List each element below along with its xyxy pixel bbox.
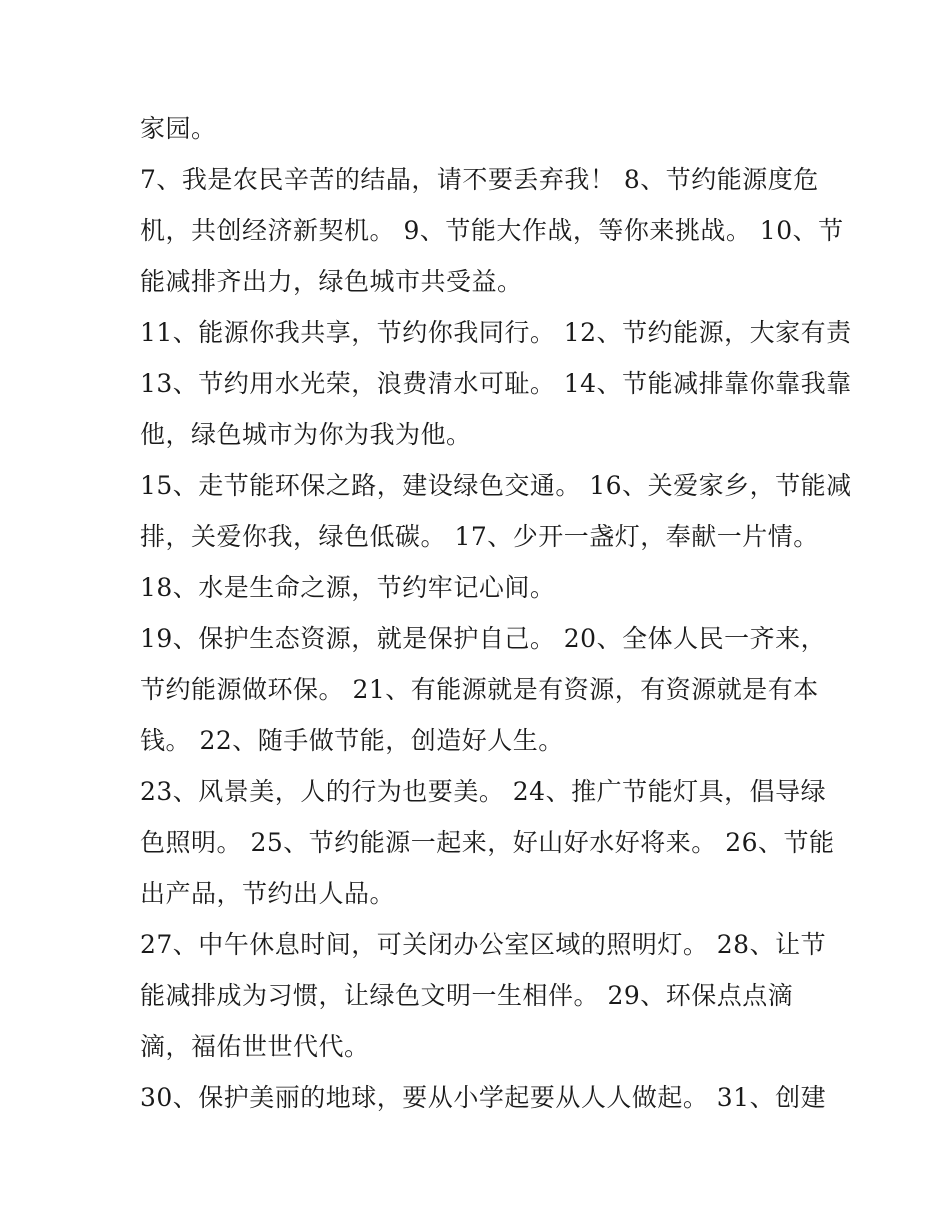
text-line: 23、风景美，人的行为也要美。 24、推广节能灯具，倡导绿: [140, 777, 827, 806]
text-line: 能减排齐出力，绿色城市共受益。: [140, 267, 523, 296]
text-line: 11、能源你我共享，节约你我同行。 12、节约能源，大家有责: [140, 318, 852, 347]
text-line: 能减排成为习惯，让绿色文明一生相伴。 29、环保点点滴: [140, 981, 794, 1010]
text-line: 节约能源做环保。 21、有能源就是有资源，有资源就是有本: [140, 675, 819, 704]
text-line: 滴，福佑世世代代。: [140, 1032, 370, 1061]
text-line: 13、节约用水光荣，浪费清水可耻。 14、节能减排靠你靠我靠: [140, 369, 852, 398]
text-line: 30、保护美丽的地球，要从小学起要从人人做起。 31、创建: [140, 1083, 827, 1112]
text-line: 19、保护生态资源，就是保护自己。 20、全体人民一齐来，: [140, 624, 827, 653]
text-line: 色照明。 25、节约能源一起来，好山好水好将来。 26、节能: [140, 828, 835, 857]
text-line: 27、中午休息时间，可关闭办公室区域的照明灯。 28、让节: [140, 930, 827, 959]
text-line: 7、我是农民辛苦的结晶，请不要丢弃我！ 8、节约能源度危: [140, 165, 819, 194]
text-line: 18、水是生命之源，节约牢记心间。: [140, 573, 556, 602]
text-line: 15、走节能环保之路，建设绿色交通。 16、关爱家乡，节能减: [140, 471, 852, 500]
text-line: 排，关爱你我，绿色低碳。 17、少开一盏灯，奉献一片情。: [140, 522, 819, 551]
text-line: 他，绿色城市为你为我为他。: [140, 420, 472, 449]
text-line: 家园。: [140, 114, 217, 143]
text-line: 钱。 22、随手做节能，创造好人生。: [140, 726, 564, 755]
text-line: 出产品，节约出人品。: [140, 879, 396, 908]
text-line: 机，共创经济新契机。 9、节能大作战，等你来挑战。 10、节: [140, 216, 844, 245]
